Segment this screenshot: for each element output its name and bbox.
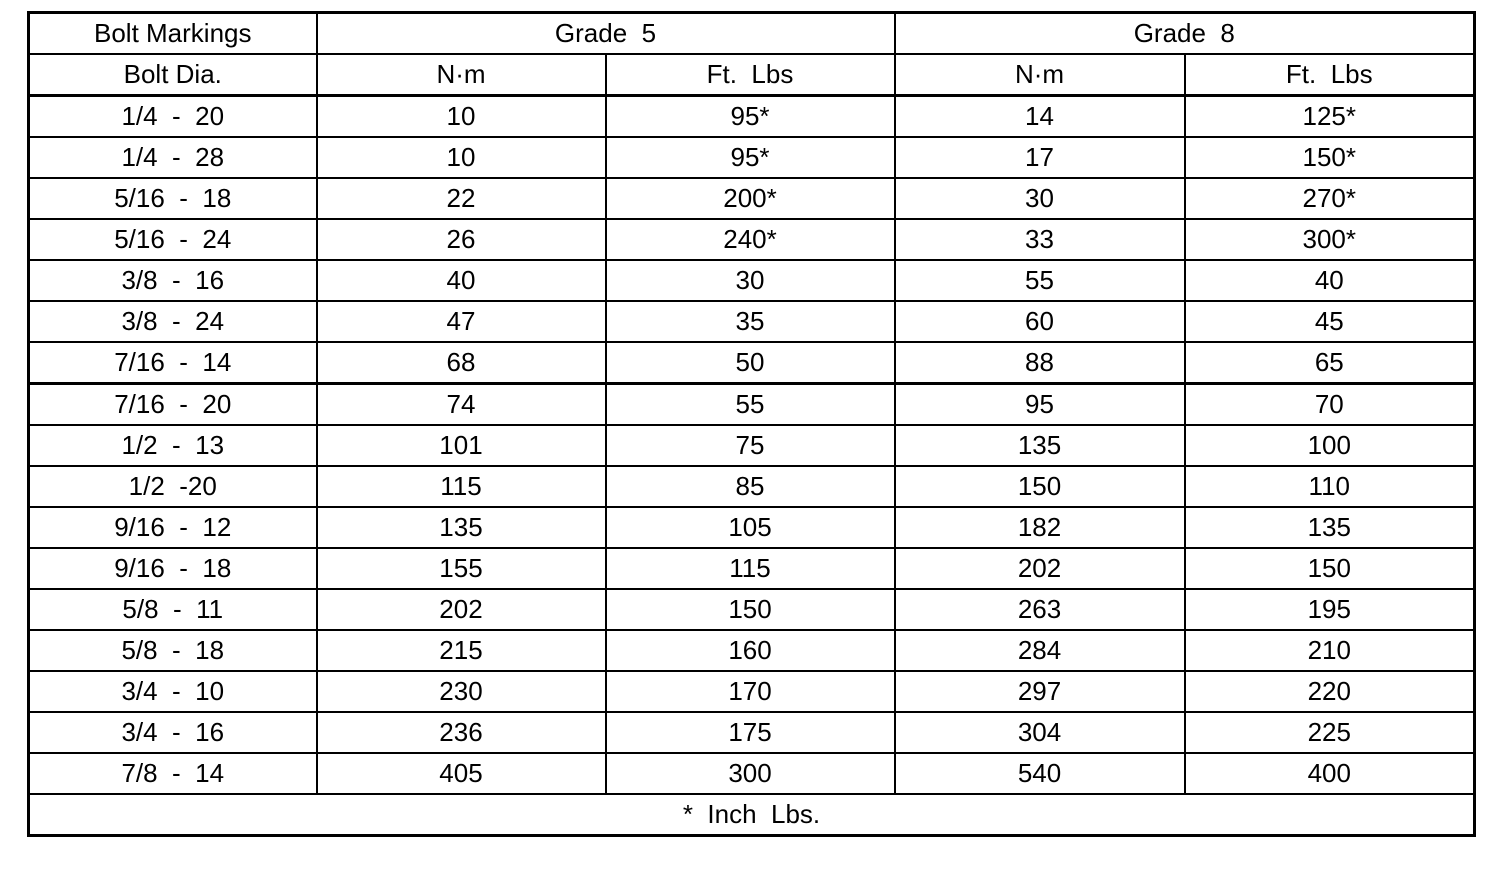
grade-5-nm-cell: 10 xyxy=(317,96,606,138)
bolt-dia-cell: 3/4 - 10 xyxy=(29,671,317,712)
grade-5-nm-cell: 135 xyxy=(317,507,606,548)
grade-5-nm-cell: 74 xyxy=(317,384,606,426)
bolt-dia-cell: 5/16 - 24 xyxy=(29,219,317,260)
grade-8-nm-cell: 304 xyxy=(895,712,1185,753)
bolt-dia-cell: 9/16 - 12 xyxy=(29,507,317,548)
grade-5-ftlbs-cell: 95* xyxy=(606,137,895,178)
table-row xyxy=(29,178,1475,219)
grade-8-nm-cell: 88 xyxy=(895,342,1185,384)
bolt-dia-cell: 5/8 - 11 xyxy=(29,589,317,630)
bolt-dia-cell: 3/8 - 16 xyxy=(29,260,317,301)
grade-8-nm-cell: 540 xyxy=(895,753,1185,794)
grade-5-ftlbs-header: Ft. Lbs xyxy=(606,54,895,96)
grade-8-ftlbs-cell: 110 xyxy=(1185,466,1475,507)
table-row xyxy=(29,507,1475,548)
grade-8-ftlbs-cell: 65 xyxy=(1185,342,1475,384)
grade-8-ftlbs-cell: 100 xyxy=(1185,425,1475,466)
table-row xyxy=(29,219,1475,260)
grade-8-ftlbs-cell: 270* xyxy=(1185,178,1475,219)
grade-8-nm-cell: 55 xyxy=(895,260,1185,301)
grade-8-ftlbs-cell: 125* xyxy=(1185,96,1475,138)
grade-5-nm-cell: 101 xyxy=(317,425,606,466)
grade-5-ftlbs-cell: 160 xyxy=(606,630,895,671)
bolt-dia-cell: 1/4 - 28 xyxy=(29,137,317,178)
grade-8-ftlbs-cell: 400 xyxy=(1185,753,1475,794)
grade-8-nm-cell: 30 xyxy=(895,178,1185,219)
grade-8-ftlbs-cell: 45 xyxy=(1185,301,1475,342)
table-row xyxy=(29,301,1475,342)
bolt-dia-cell: 1/2 - 13 xyxy=(29,425,317,466)
grade-8-nm-cell: 182 xyxy=(895,507,1185,548)
grade-8-nm-cell: 33 xyxy=(895,219,1185,260)
bolt-markings-header: Bolt Markings xyxy=(29,13,317,55)
grade-8-nm-cell: 263 xyxy=(895,589,1185,630)
grade-5-nm-cell: 215 xyxy=(317,630,606,671)
grade-5-nm-cell: 68 xyxy=(317,342,606,384)
grade-5-ftlbs-cell: 55 xyxy=(606,384,895,426)
header-row-units xyxy=(29,54,1475,96)
grade-8-ftlbs-cell: 150* xyxy=(1185,137,1475,178)
grade-8-ftlbs-cell: 135 xyxy=(1185,507,1475,548)
grade-5-nm-cell: 47 xyxy=(317,301,606,342)
grade-8-nm-cell: 17 xyxy=(895,137,1185,178)
footnote: * Inch Lbs. xyxy=(29,794,1475,836)
table-row xyxy=(29,384,1475,426)
grade-5-ftlbs-cell: 75 xyxy=(606,425,895,466)
bolt-dia-cell: 5/16 - 18 xyxy=(29,178,317,219)
bolt-dia-cell: 7/16 - 20 xyxy=(29,384,317,426)
header-row-markings xyxy=(29,13,1475,55)
grade-8-ftlbs-cell: 195 xyxy=(1185,589,1475,630)
grade-5-ftlbs-cell: 115 xyxy=(606,548,895,589)
table-body xyxy=(29,13,1475,836)
grade-8-nm-header: N·m xyxy=(895,54,1185,96)
grade-8-header: Grade 8 xyxy=(895,13,1475,55)
bolt-dia-cell: 1/4 - 20 xyxy=(29,96,317,138)
grade-8-ftlbs-cell: 220 xyxy=(1185,671,1475,712)
table-row xyxy=(29,425,1475,466)
grade-8-ftlbs-cell: 70 xyxy=(1185,384,1475,426)
grade-5-ftlbs-cell: 240* xyxy=(606,219,895,260)
bolt-dia-cell: 5/8 - 18 xyxy=(29,630,317,671)
table-row xyxy=(29,671,1475,712)
grade-5-ftlbs-cell: 85 xyxy=(606,466,895,507)
grade-5-nm-cell: 236 xyxy=(317,712,606,753)
grade-5-nm-header: N·m xyxy=(317,54,606,96)
grade-5-nm-cell: 26 xyxy=(317,219,606,260)
table-row xyxy=(29,137,1475,178)
bolt-dia-cell: 3/8 - 24 xyxy=(29,301,317,342)
bolt-dia-cell: 3/4 - 16 xyxy=(29,712,317,753)
grade-5-nm-cell: 202 xyxy=(317,589,606,630)
grade-8-ftlbs-cell: 225 xyxy=(1185,712,1475,753)
grade-5-nm-cell: 230 xyxy=(317,671,606,712)
table-row xyxy=(29,712,1475,753)
grade-8-nm-cell: 14 xyxy=(895,96,1185,138)
grade-8-nm-cell: 284 xyxy=(895,630,1185,671)
grade-5-ftlbs-cell: 95* xyxy=(606,96,895,138)
grade-5-ftlbs-cell: 35 xyxy=(606,301,895,342)
grade-5-ftlbs-cell: 200* xyxy=(606,178,895,219)
table-row xyxy=(29,589,1475,630)
table-row xyxy=(29,466,1475,507)
grade-8-ftlbs-header: Ft. Lbs xyxy=(1185,54,1475,96)
footnote-row xyxy=(29,794,1475,836)
grade-8-nm-cell: 150 xyxy=(895,466,1185,507)
grade-5-nm-cell: 10 xyxy=(317,137,606,178)
grade-5-nm-cell: 22 xyxy=(317,178,606,219)
grade-8-ftlbs-cell: 300* xyxy=(1185,219,1475,260)
bolt-dia-cell: 7/8 - 14 xyxy=(29,753,317,794)
grade-5-nm-cell: 155 xyxy=(317,548,606,589)
grade-8-nm-cell: 95 xyxy=(895,384,1185,426)
grade-5-nm-cell: 115 xyxy=(317,466,606,507)
table-row xyxy=(29,630,1475,671)
grade-8-nm-cell: 297 xyxy=(895,671,1185,712)
table-row xyxy=(29,753,1475,794)
table-row xyxy=(29,342,1475,384)
bolt-dia-cell: 7/16 - 14 xyxy=(29,342,317,384)
grade-5-ftlbs-cell: 50 xyxy=(606,342,895,384)
torque-specification-table xyxy=(27,11,1476,837)
grade-8-nm-cell: 60 xyxy=(895,301,1185,342)
grade-8-ftlbs-cell: 150 xyxy=(1185,548,1475,589)
grade-8-ftlbs-cell: 40 xyxy=(1185,260,1475,301)
grade-8-nm-cell: 135 xyxy=(895,425,1185,466)
grade-5-nm-cell: 40 xyxy=(317,260,606,301)
table-row xyxy=(29,548,1475,589)
grade-8-ftlbs-cell: 210 xyxy=(1185,630,1475,671)
bolt-dia-cell: 9/16 - 18 xyxy=(29,548,317,589)
grade-5-ftlbs-cell: 105 xyxy=(606,507,895,548)
grade-8-nm-cell: 202 xyxy=(895,548,1185,589)
grade-5-ftlbs-cell: 175 xyxy=(606,712,895,753)
bolt-dia-header: Bolt Dia. xyxy=(29,54,317,96)
grade-5-nm-cell: 405 xyxy=(317,753,606,794)
bolt-dia-cell: 1/2 -20 xyxy=(29,466,317,507)
grade-5-ftlbs-cell: 30 xyxy=(606,260,895,301)
grade-5-ftlbs-cell: 150 xyxy=(606,589,895,630)
grade-5-header: Grade 5 xyxy=(317,13,895,55)
table-row xyxy=(29,260,1475,301)
table-row xyxy=(29,96,1475,138)
grade-5-ftlbs-cell: 300 xyxy=(606,753,895,794)
grade-5-ftlbs-cell: 170 xyxy=(606,671,895,712)
